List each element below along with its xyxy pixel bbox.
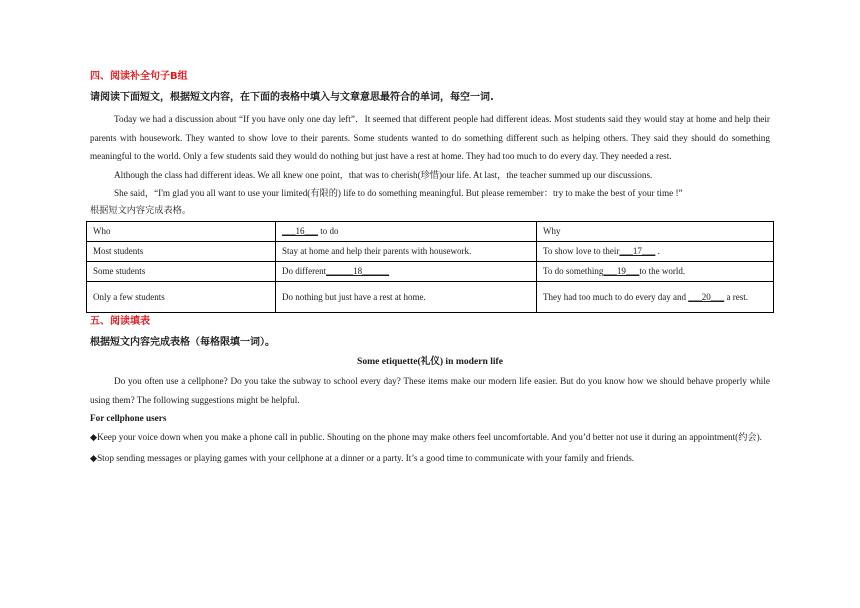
row-1-why [537,241,774,261]
blank-20[interactable]: ___20___ [688,291,725,302]
header-why: Why [537,221,774,241]
section-4-instruction: 请阅读下面短文，根据短文内容，在下面的表格中填入与文章意思最符合的单词，每空一词. [90,92,494,103]
bullet-item-1: ◆Keep your voice down when you make a phone call in public. Shouting on the phone may make others feel uncomfortable. And you’d better not use it during an appointment(约会). [90,432,762,443]
table-row [87,281,774,312]
row-1-todo: Stay at home and help their parents with housework. [276,241,537,261]
article-intro: Do you often use a cellphone? Do you take the subway to school every day? These items make our modern life easier. But do you know how we should behave properly while using them? The following suggestions might be helpful. [90,375,770,405]
row-1-why-text: To show love to their [543,246,620,257]
row-1-why-end: . [655,246,660,257]
header-who: Who [87,221,276,241]
document-page [90,70,770,469]
row-2-todo [276,261,537,281]
row-2-why-end: to the world. [639,266,686,277]
passage-paragraph-3: She said，“I'm glad you all want to use your limited(有限的) life to do something meaningful. But please remember：try to make the best of your time !” [114,188,683,199]
row-1-who: Most students [87,241,276,261]
section-5-title: 五、阅读填表 [90,315,150,327]
row-2-todo-text: Do different [282,266,327,277]
section-4-title: 四、阅读补全句子B组 [90,71,188,82]
row-2-why-text: To do something [543,266,604,277]
blank-19[interactable]: ___19___ [603,266,640,277]
blank-18[interactable]: ______18______ [326,266,390,277]
row-3-why [537,281,774,312]
row-3-who: Only a few students [87,281,276,312]
header-todo [276,221,537,241]
table-header-row [87,221,774,241]
blank-16[interactable]: ___16___ [282,226,318,237]
row-3-why-end: a rest. [724,291,748,302]
passage-paragraph-2: Although the class had different ideas. We all knew one point，that was to cherish(珍惜)our life. At last，the teacher summed up our discussions. [114,169,653,180]
table-row [87,261,774,281]
subheading-cellphone-users: For cellphone users [90,413,167,424]
row-2-who: Some students [87,261,276,281]
bullet-item-2: ◆Stop sending messages or playing games with your cellphone at a dinner or a party. It’s a good time to communicate with your family and friends. [90,453,635,464]
article-title: Some etiquette(礼仪) in modern life [356,355,503,367]
table-label: 根据短文内容完成表格。 [90,204,192,216]
row-3-todo: Do nothing but just have a rest at home. [276,281,537,312]
section-5-instruction: 根据短文内容完成表格（每格限填一词）。 [90,336,275,348]
answer-table [86,221,774,313]
blank-17[interactable]: ___17___ [619,246,656,257]
header-todo-text: to do [318,226,339,237]
row-2-why [537,261,774,281]
table-row [87,241,774,261]
passage-paragraph-1: Today we had a discussion about “If you have only one day left”．It seemed that different people had different ideas. Most students said they would stay at home and help their parents with housework. They wanted to show love to their parents. Some students wanted to do something different such as helping others. They said they should do something meaningful to the world. Only a few students said they would do nothing but just have a rest at home. They had too much to do every day. They needed a rest. [90,114,770,162]
row-3-why-text: They had too much to do every day and [543,291,689,302]
